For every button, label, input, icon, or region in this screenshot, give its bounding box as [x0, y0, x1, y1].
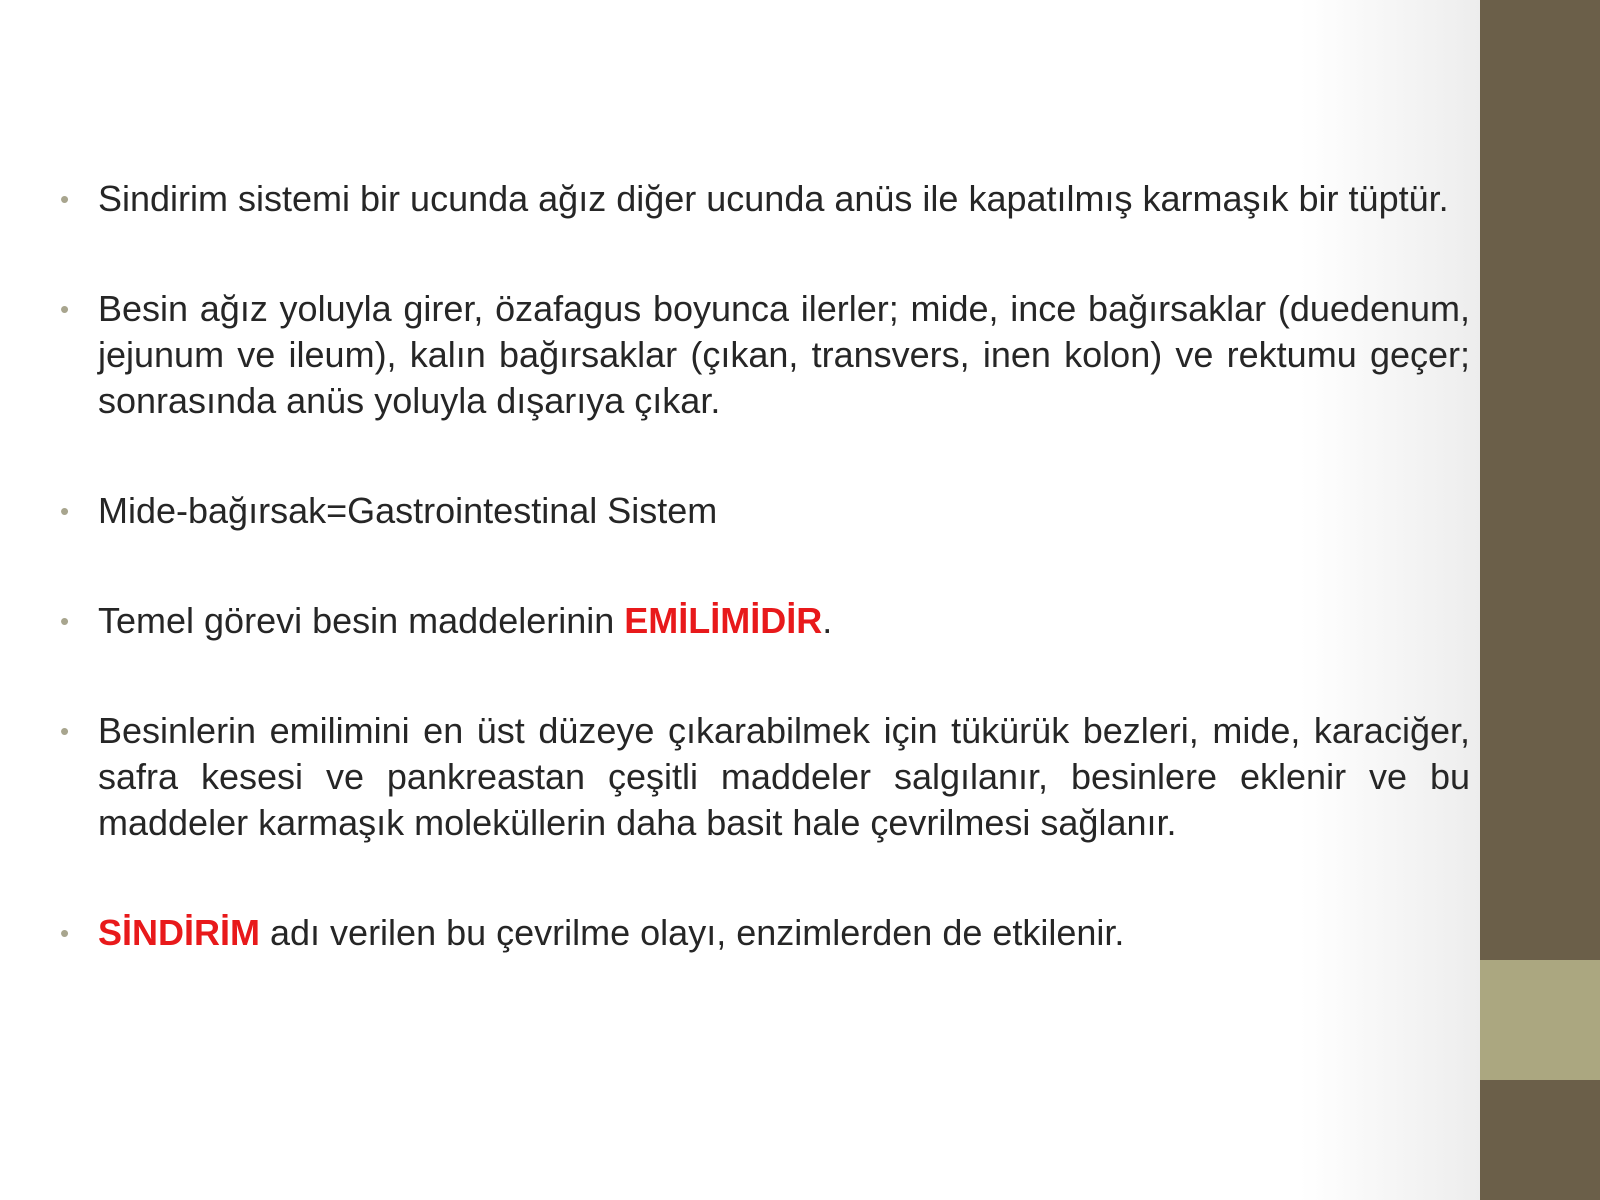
- bullet-text: Mide-bağırsak=Gastrointestinal Sistem: [98, 490, 718, 531]
- bullet-dot-icon: •: [60, 606, 70, 636]
- bullet-dot-icon: •: [60, 294, 70, 324]
- bullet-item: [60, 708, 1470, 846]
- bullet-text: Sindirim sistemi bir ucunda ağız diğer ucunda anüs ile kapatılmış karmaşık bir tüptür.: [98, 178, 1449, 219]
- bullet-item: [60, 598, 1470, 644]
- bullet-text: Besin ağız yoluyla girer, özafagus boyunca ilerler; mide, ince bağırsaklar (duedenum, jejunum ve ileum), kalın bağırsaklar (çıkan, transvers, inen kolon) ve rektumu geçer; sonrasında anüs yoluyla dışarıya çıkar.: [98, 288, 1470, 421]
- bullet-item: [60, 176, 1470, 222]
- bullet-text-before: Temel görevi besin maddelerinin: [98, 600, 625, 641]
- bullet-item: [60, 488, 1470, 534]
- bullet-item: [60, 910, 1470, 956]
- bullet-dot-icon: •: [60, 496, 70, 526]
- bullet-dot-icon: •: [60, 918, 70, 948]
- bullet-list: [60, 176, 1470, 956]
- bullet-dot-icon: •: [60, 716, 70, 746]
- sidebar-accent-block: [1480, 960, 1600, 1080]
- bullet-text-after: .: [822, 600, 833, 641]
- highlight-emilim: EMİLİMİDİR: [624, 600, 823, 641]
- bullet-text: Besinlerin emilimini en üst düzeye çıkarabilmek için tükürük bezleri, mide, karaciğer, safra kesesi ve pankreastan çeşitli maddeler salgılanır, besinlere eklenir ve bu maddeler karmaşık moleküllerin daha basit hale çevrilmesi sağlanır.: [98, 710, 1470, 843]
- bullet-text-after: adı verilen bu çevrilme olayı, enzimlerden de etkilenir.: [260, 912, 1125, 953]
- highlight-sindirim: SİNDİRİM: [98, 912, 260, 953]
- bullet-dot-icon: •: [60, 184, 70, 214]
- bullet-item: [60, 286, 1470, 424]
